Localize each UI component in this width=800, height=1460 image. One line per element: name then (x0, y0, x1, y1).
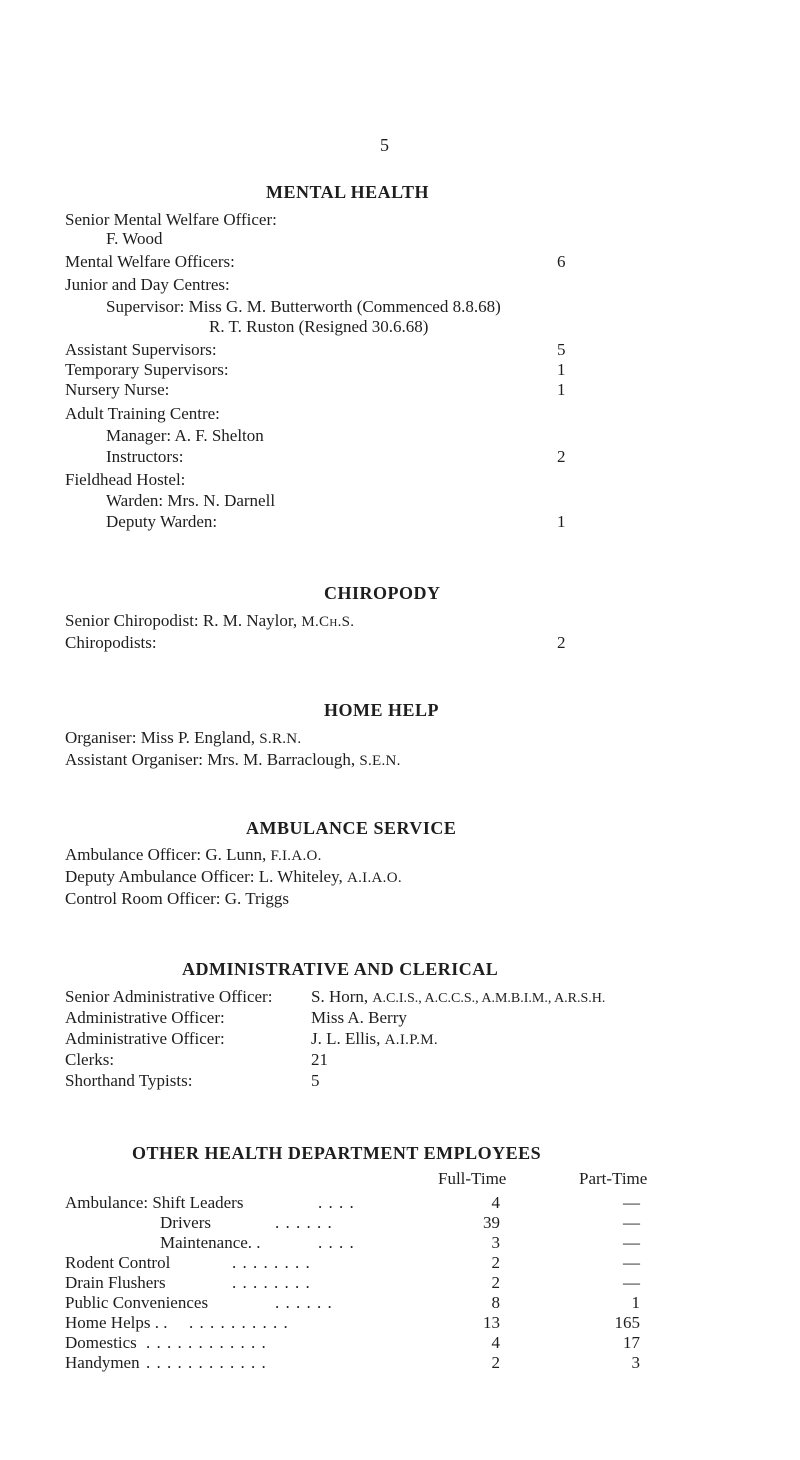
instructors-label: Instructors: (106, 447, 184, 466)
row-part: 165 (614, 1313, 640, 1332)
mwo-label: Mental Welfare Officers: (65, 252, 235, 271)
row-full: 8 (491, 1293, 500, 1312)
row-part: — (623, 1213, 640, 1232)
row-label: Maintenance. . (160, 1233, 261, 1252)
row-part: 17 (623, 1333, 640, 1352)
row-label: Drivers (160, 1213, 211, 1232)
row-label: Rodent Control (65, 1253, 171, 1272)
row-label: Ambulance: Shift Leaders (65, 1193, 244, 1212)
row-leader: . . . . . . . . . . . . (146, 1353, 267, 1372)
admin-row-label: Shorthand Typists: (65, 1071, 193, 1090)
asst-organiser-quals: S.E.N. (359, 753, 401, 769)
asst-supervisors-label: Assistant Supervisors: (65, 340, 217, 359)
organiser-label: Organiser: Miss P. England, (65, 728, 260, 747)
nursery-label: Nursery Nurse: (65, 380, 170, 399)
temp-supervisors-label: Temporary Supervisors: (65, 360, 229, 379)
row-full: 2 (491, 1273, 500, 1292)
admin-row-value (311, 987, 605, 1009)
admin-row-value (311, 1050, 328, 1071)
atc-manager: Manager: A. F. Shelton (106, 426, 264, 445)
chiropody-heading: CHIROPODY (324, 583, 441, 603)
admin-row-value (311, 1008, 407, 1029)
admin-row-name: J. L. Ellis, (311, 1029, 385, 1048)
col-part-time: Part-Time (579, 1169, 648, 1188)
atc-label: Adult Training Centre: (65, 404, 220, 423)
senior-chiropodist-quals: M.Ch.S. (301, 614, 355, 630)
row-full: 4 (491, 1193, 500, 1212)
supervisor-line-2: R. T. Ruston (Resigned 30.6.68) (209, 317, 429, 336)
row-label: Handymen (65, 1353, 140, 1372)
row-leader: . . . . . . . . (232, 1273, 311, 1292)
deputy-ambulance-officer-quals: A.I.A.O. (347, 870, 402, 886)
admin-row-label: Administrative Officer: (65, 1029, 225, 1048)
mwo-count: 6 (557, 252, 566, 271)
admin-row-label: Senior Administrative Officer: (65, 987, 273, 1006)
row-part: — (623, 1253, 640, 1272)
row-full: 13 (483, 1313, 500, 1332)
admin-row-name: S. Horn, (311, 987, 373, 1006)
ambulance-officer-label: Ambulance Officer: G. Lunn, (65, 845, 271, 864)
admin-row-value (311, 1071, 320, 1092)
row-label: Drain Flushers (65, 1273, 166, 1292)
row-full: 3 (491, 1233, 500, 1252)
row-full: 2 (491, 1353, 500, 1372)
deputy-ambulance-officer (65, 867, 402, 888)
row-part: — (623, 1193, 640, 1212)
ambulance-officer-quals: F.I.A.O. (270, 848, 322, 864)
ambulance-heading: AMBULANCE SERVICE (246, 818, 457, 838)
instructors-count: 2 (557, 447, 566, 466)
admin-row-value (311, 1029, 438, 1050)
row-part: — (623, 1233, 640, 1252)
row-label: Public Conveniences (65, 1293, 209, 1312)
row-leader: . . . . . . . . . . . . (146, 1333, 267, 1352)
asst-supervisors-count: 5 (557, 340, 566, 359)
organiser-quals: S.R.N. (259, 731, 302, 747)
row-leader: . . . . . . (275, 1213, 333, 1232)
page-number: 5 (380, 135, 389, 155)
row-leader: . . . . (318, 1193, 355, 1212)
home-help-heading: HOME HELP (324, 700, 440, 720)
supervisor-line-1: Supervisor: Miss G. M. Butterworth (Commenced 8.8.68) (106, 297, 501, 316)
row-full: 2 (491, 1253, 500, 1272)
row-part: — (623, 1273, 640, 1292)
chiropodists-count: 2 (557, 633, 566, 652)
row-leader: . . . . . . (275, 1293, 333, 1312)
senior-mwo-label: Senior Mental Welfare Officer: (65, 210, 277, 229)
row-leader: . . . . . . . . (232, 1253, 311, 1272)
senior-chiropodist-label: Senior Chiropodist: R. M. Naylor, (65, 611, 302, 630)
admin-row-name: 5 (311, 1071, 320, 1090)
nursery-count: 1 (557, 380, 566, 399)
row-label: Home Helps . . (65, 1313, 168, 1332)
senior-chiropodist (65, 611, 354, 632)
row-leader: . . . . . . . . . . (189, 1313, 289, 1332)
control-room-officer: Control Room Officer: G. Triggs (65, 889, 290, 908)
row-leader: . . . . (318, 1233, 355, 1252)
row-part: 3 (631, 1353, 640, 1372)
temp-supervisors-count: 1 (557, 360, 566, 379)
row-full: 39 (483, 1213, 500, 1232)
admin-row-quals: A.C.I.S., A.C.C.S., A.M.B.I.M., A.R.S.H. (372, 991, 606, 1006)
row-full: 4 (491, 1333, 500, 1352)
warden: Warden: Mrs. N. Darnell (106, 491, 276, 510)
senior-mwo-name: F. Wood (106, 229, 163, 248)
ambulance-officer (65, 845, 322, 866)
other-employees-heading: OTHER HEALTH DEPARTMENT EMPLOYEES (132, 1143, 542, 1163)
admin-row-name: 21 (311, 1050, 328, 1069)
row-part: 1 (631, 1293, 640, 1312)
hostel-label: Fieldhead Hostel: (65, 470, 186, 489)
asst-organiser-label: Assistant Organiser: Mrs. M. Barraclough, (65, 750, 360, 769)
mental-health-heading: MENTAL HEALTH (266, 182, 430, 202)
asst-organiser (65, 750, 401, 771)
col-full-time: Full-Time (438, 1169, 507, 1188)
chiropodists-label: Chiropodists: (65, 633, 157, 652)
row-label: Domestics (65, 1333, 137, 1352)
deputy-warden-label: Deputy Warden: (106, 512, 218, 531)
deputy-warden-count: 1 (557, 512, 566, 531)
admin-heading: ADMINISTRATIVE AND CLERICAL (182, 959, 499, 979)
admin-row-label: Administrative Officer: (65, 1008, 225, 1027)
admin-row-quals: A.I.P.M. (384, 1032, 438, 1048)
admin-row-label: Clerks: (65, 1050, 115, 1069)
organiser (65, 728, 301, 749)
centres-label: Junior and Day Centres: (65, 275, 230, 294)
admin-row-name: Miss A. Berry (311, 1008, 407, 1027)
deputy-ambulance-officer-label: Deputy Ambulance Officer: L. Whiteley, (65, 867, 347, 886)
